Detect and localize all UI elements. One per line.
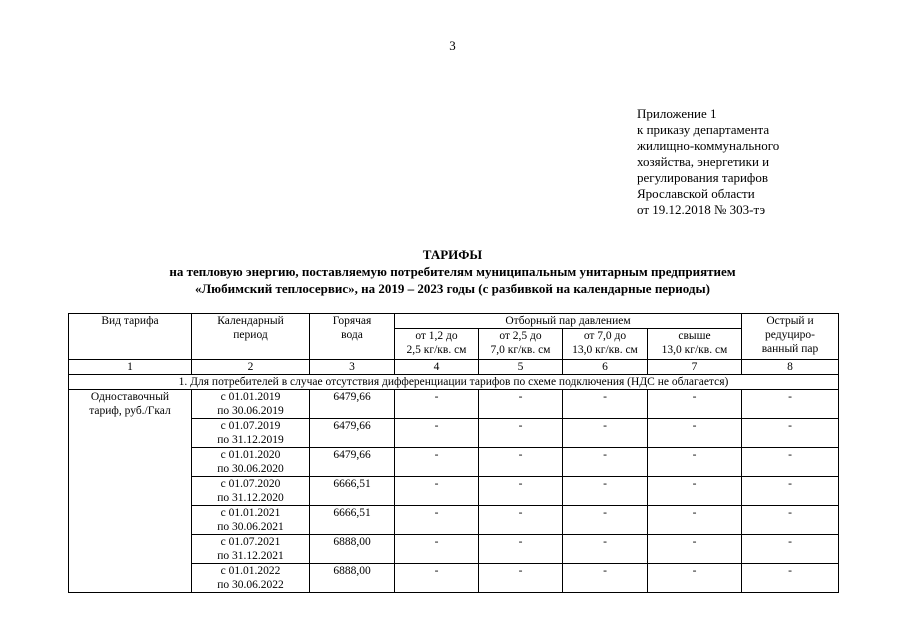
header-steam-2-l1: от 2,5 до — [499, 330, 542, 342]
tariffs-table — [68, 313, 839, 593]
hot-water-value: 6888,00 — [310, 535, 395, 564]
header-period-l1: Календарный — [217, 315, 284, 327]
header-hot-water-l1: Горячая — [332, 315, 372, 327]
period-to: по 31.12.2021 — [217, 550, 284, 562]
column-number: 6 — [563, 360, 648, 375]
header-sharp-l1: Острый и — [766, 315, 814, 327]
empty-value-dash: - — [648, 419, 742, 448]
table-row — [69, 390, 839, 419]
hot-water-value: 6479,66 — [310, 390, 395, 419]
period-from: с 01.01.2020 — [220, 449, 281, 461]
empty-value-dash: - — [742, 448, 839, 477]
empty-value-dash: - — [395, 390, 479, 419]
period-cell — [192, 390, 310, 419]
period-to: по 31.12.2020 — [217, 492, 284, 504]
empty-value-dash: - — [563, 564, 648, 593]
period-from: с 01.07.2021 — [220, 536, 281, 548]
empty-value-dash: - — [742, 506, 839, 535]
hot-water-value: 6666,51 — [310, 477, 395, 506]
hot-water-value: 6479,66 — [310, 448, 395, 477]
period-to: по 30.06.2021 — [217, 521, 284, 533]
header-hot-water — [310, 314, 395, 360]
period-to: по 30.06.2022 — [217, 579, 284, 591]
header-tariff-type: Вид тарифа — [69, 314, 192, 360]
period-from: с 01.01.2019 — [220, 391, 281, 403]
column-number: 2 — [192, 360, 310, 375]
column-number: 4 — [395, 360, 479, 375]
appendix-line: Ярославской области — [637, 186, 755, 201]
empty-value-dash: - — [479, 448, 563, 477]
appendix-line: жилищно-коммунального — [637, 138, 780, 153]
empty-value-dash: - — [742, 535, 839, 564]
header-period — [192, 314, 310, 360]
empty-value-dash: - — [395, 419, 479, 448]
period-cell — [192, 535, 310, 564]
period-cell — [192, 477, 310, 506]
period-cell — [192, 506, 310, 535]
empty-value-dash: - — [395, 448, 479, 477]
empty-value-dash: - — [648, 448, 742, 477]
appendix-line: от 19.12.2018 № 303-тэ — [637, 202, 766, 217]
header-steam-2-l2: 7,0 кг/кв. см — [490, 344, 551, 356]
empty-value-dash: - — [395, 477, 479, 506]
period-cell — [192, 448, 310, 477]
header-hot-water-l2: вода — [341, 329, 363, 341]
page-number: 3 — [449, 38, 456, 53]
title-heading: ТАРИФЫ — [422, 247, 483, 262]
appendix-line: Приложение 1 — [637, 106, 717, 121]
empty-value-dash: - — [563, 448, 648, 477]
empty-value-dash: - — [479, 419, 563, 448]
column-number: 8 — [742, 360, 839, 375]
hot-water-value: 6666,51 — [310, 506, 395, 535]
appendix-note — [637, 106, 779, 218]
empty-value-dash: - — [742, 477, 839, 506]
empty-value-dash: - — [395, 535, 479, 564]
period-cell — [192, 564, 310, 593]
empty-value-dash: - — [563, 419, 648, 448]
empty-value-dash: - — [648, 477, 742, 506]
period-to: по 31.12.2019 — [217, 434, 284, 446]
empty-value-dash: - — [648, 506, 742, 535]
title-line-2: «Любимский теплосервис», на 2019 – 2023 годы (с разбивкой на календарные периоды) — [195, 281, 710, 296]
header-steam-1-l1: от 1,2 до — [415, 330, 458, 342]
header-steam-2 — [479, 329, 563, 360]
period-to: по 30.06.2020 — [217, 463, 284, 475]
empty-value-dash: - — [648, 564, 742, 593]
empty-value-dash: - — [563, 506, 648, 535]
empty-value-dash: - — [479, 564, 563, 593]
header-period-l2: период — [233, 329, 268, 341]
column-number-row — [69, 360, 839, 375]
tariff-type-cell — [69, 390, 192, 593]
column-number: 1 — [69, 360, 192, 375]
period-from: с 01.07.2019 — [220, 420, 281, 432]
empty-value-dash: - — [648, 535, 742, 564]
header-sharp-l3: ванный пар — [761, 343, 819, 355]
hot-water-value: 6888,00 — [310, 564, 395, 593]
period-from: с 01.01.2022 — [220, 565, 281, 577]
empty-value-dash: - — [563, 535, 648, 564]
header-steam-4 — [648, 329, 742, 360]
title-line-1: на тепловую энергию, поставляемую потребителям муниципальным унитарным предприятием — [169, 264, 736, 279]
empty-value-dash: - — [395, 564, 479, 593]
section-title: 1. Для потребителей в случае отсутствия дифференциации тарифов по схеме подключения (НДС не облагается) — [69, 375, 839, 390]
period-from: с 01.07.2020 — [220, 478, 281, 490]
empty-value-dash: - — [479, 477, 563, 506]
header-steam-1 — [395, 329, 479, 360]
column-number: 7 — [648, 360, 742, 375]
header-steam-3-l1: от 7,0 до — [583, 330, 627, 342]
period-cell — [192, 419, 310, 448]
appendix-line: к приказу департамента — [637, 122, 770, 137]
empty-value-dash: - — [479, 506, 563, 535]
empty-value-dash: - — [742, 419, 839, 448]
section-row — [69, 375, 839, 390]
header-steam-4-l2: 13,0 кг/кв. см — [661, 344, 728, 356]
hot-water-value: 6479,66 — [310, 419, 395, 448]
header-sharp-l2: редуциро- — [765, 329, 815, 341]
header-steam-4-l1: свыше — [678, 330, 711, 342]
appendix-line: регулирования тарифов — [637, 170, 768, 185]
period-from: с 01.01.2021 — [220, 507, 281, 519]
empty-value-dash: - — [563, 477, 648, 506]
header-steam-3-l2: 13,0 кг/кв. см — [572, 344, 638, 356]
tariff-type-l1: Одноставочный — [90, 391, 170, 403]
document-title — [0, 246, 905, 297]
empty-value-dash: - — [479, 535, 563, 564]
header-sharp-steam — [742, 314, 839, 360]
empty-value-dash: - — [479, 390, 563, 419]
header-steam-group: Отборный пар давлением — [395, 314, 742, 329]
empty-value-dash: - — [395, 506, 479, 535]
column-number: 5 — [479, 360, 563, 375]
period-to: по 30.06.2019 — [217, 405, 284, 417]
empty-value-dash: - — [648, 390, 742, 419]
header-steam-3 — [563, 329, 648, 360]
empty-value-dash: - — [742, 564, 839, 593]
column-number: 3 — [310, 360, 395, 375]
header-steam-1-l2: 2,5 кг/кв. см — [406, 344, 467, 356]
appendix-line: хозяйства, энергетики и — [637, 154, 770, 169]
empty-value-dash: - — [742, 390, 839, 419]
empty-value-dash: - — [563, 390, 648, 419]
tariff-type-l2: тариф, руб./Гкал — [89, 405, 171, 417]
